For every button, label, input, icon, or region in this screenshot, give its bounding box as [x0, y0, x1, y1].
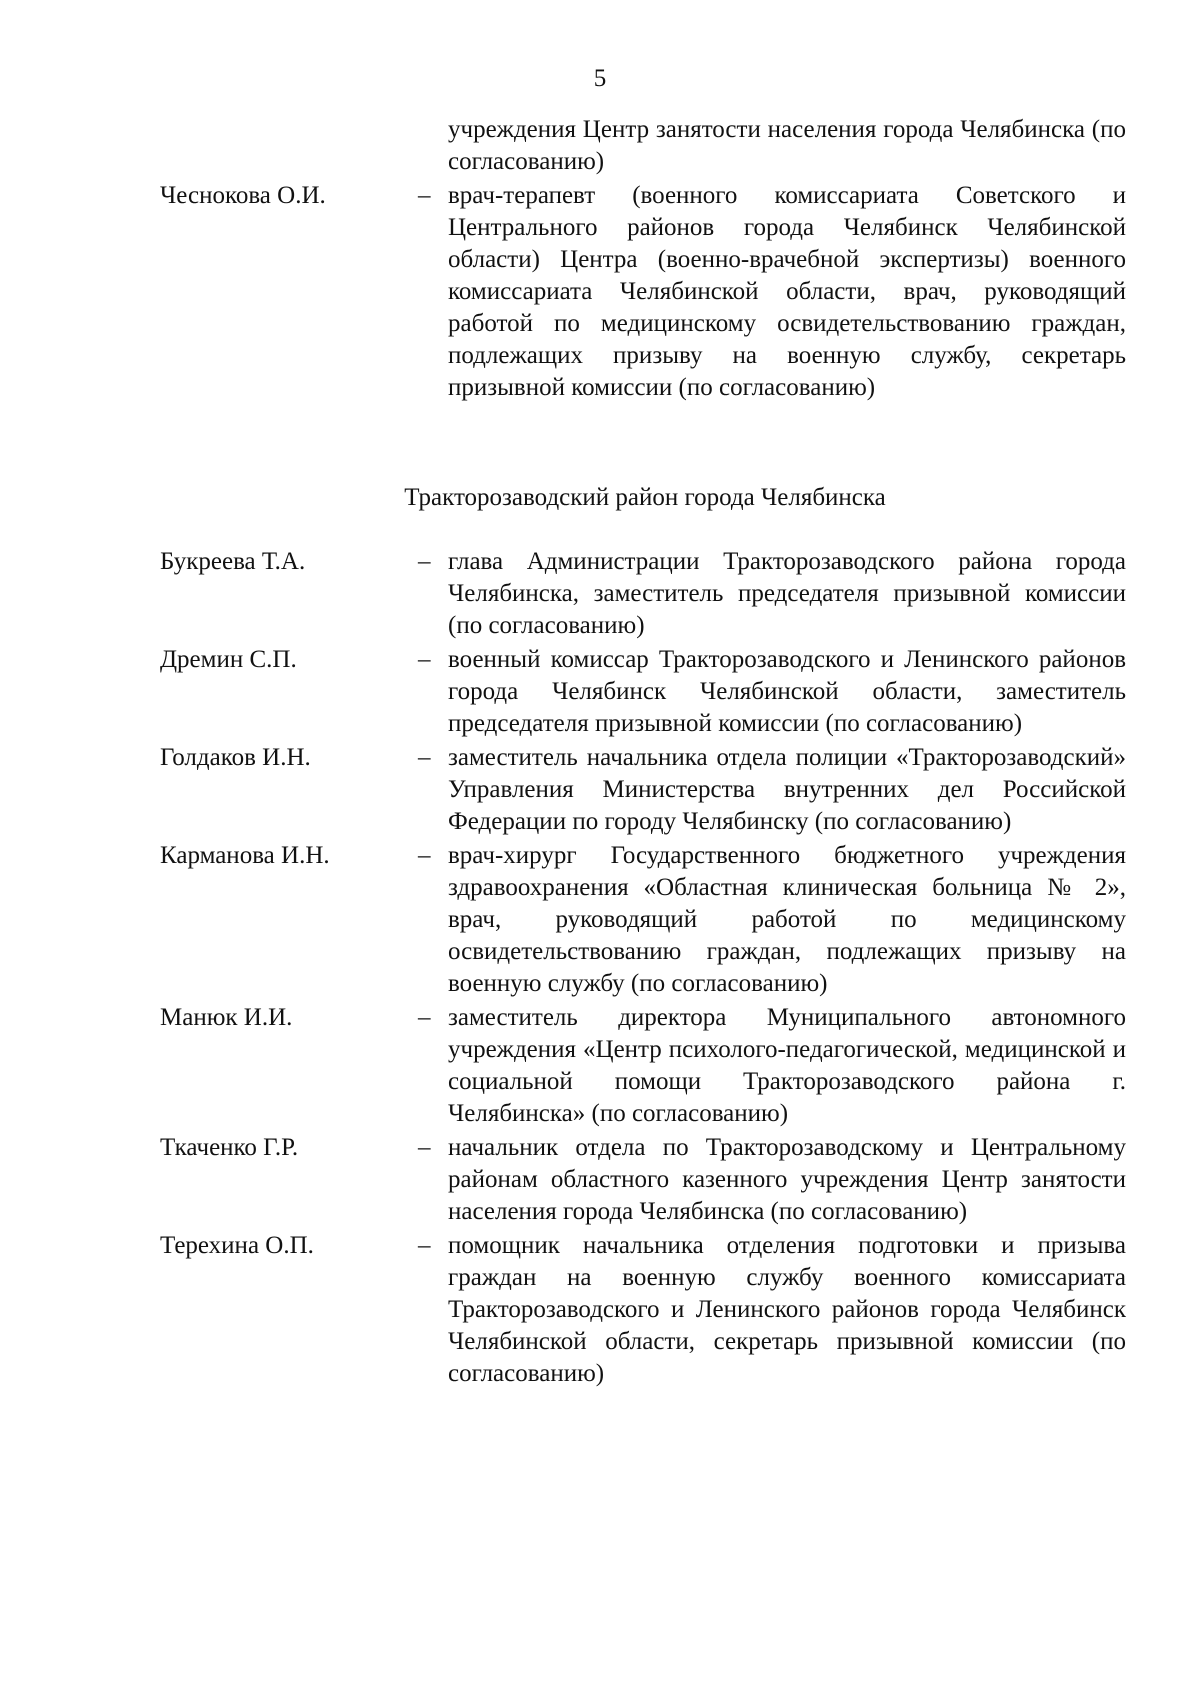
list-item	[160, 1002, 1126, 1130]
dash-separator: –	[418, 744, 431, 771]
dash-separator: –	[418, 1004, 431, 1031]
member-name: Букреева Т.А.	[160, 548, 306, 575]
list-item	[160, 840, 1126, 1000]
list-item	[160, 742, 1126, 838]
dash-separator: –	[418, 1232, 431, 1259]
member-description: помощник начальника отделения подготовки и призыва граждан на военную службу военного комиссариата Тракторозаводского и Ленинского районов города Челябинск Челябинской области, секретарь призывной комиссии (по согласованию)	[448, 1232, 1126, 1387]
section-entries	[160, 546, 1126, 1390]
page-number: 5	[593, 65, 607, 92]
member-description: глава Администрации Тракторозаводского района города Челябинска, заместитель председателя призывной комиссии (по согласованию)	[448, 548, 1126, 639]
member-name: Голдаков И.Н.	[160, 744, 311, 771]
list-item	[160, 1132, 1126, 1228]
dash-separator: –	[418, 1134, 431, 1161]
list-item	[160, 180, 1126, 404]
member-name: Ткаченко Г.Р.	[160, 1134, 299, 1161]
list-item	[160, 546, 1126, 642]
dash-separator: –	[418, 842, 431, 869]
dash-separator: –	[418, 548, 431, 575]
list-item	[160, 1230, 1126, 1390]
top-entries	[160, 114, 1126, 404]
member-name: Терехина О.П.	[160, 1232, 314, 1259]
dash-separator: –	[418, 182, 431, 209]
list-item	[160, 114, 1126, 178]
member-name: Карманова И.Н.	[160, 842, 330, 869]
member-name: Чеснокова О.И.	[160, 182, 326, 209]
member-description: начальник отдела по Тракторозаводскому и Центральному районам областного казенного учреждения Центр занятости населения города Челябинска (по согласованию)	[448, 1134, 1126, 1225]
member-description: заместитель начальника отдела полиции «Тракторозаводский» Управления Министерства внутренних дел Российской Федерации по городу Челябинску (по согласованию)	[448, 744, 1126, 835]
member-description: врач-хирург Государственного бюджетного учреждения здравоохранения «Областная клиническая больница № 2», врач, руководящий работой по медицинскому освидетельствованию граждан, подлежащих призыву на военную службу (по согласованию)	[448, 842, 1126, 997]
dash-separator: –	[418, 646, 431, 673]
member-description: заместитель директора Муниципального автономного учреждения «Центр психолого-педагогической, медицинской и социальной помощи Тракторозаводского района г. Челябинска» (по согласованию)	[448, 1004, 1126, 1127]
section-title: Тракторозаводский район города Челябинска	[404, 484, 886, 511]
list-item	[160, 644, 1126, 740]
member-description: врач-терапевт (военного комиссариата Советского и Центрального районов города Челябинск Челябинской области) Центра (военно-врачебной экспертизы) военного комиссариата Челябинской области, врач, руководящий работой по медицинскому освидетельствованию граждан, подлежащих призыву на военную службу, секретарь призывной комиссии (по согласованию)	[448, 182, 1126, 401]
member-name: Манюк И.И.	[160, 1004, 293, 1031]
member-name: Дремин С.П.	[160, 646, 297, 673]
member-description: военный комиссар Тракторозаводского и Ленинского районов города Челябинск Челябинской области, заместитель председателя призывной комиссии (по согласованию)	[448, 646, 1126, 737]
member-description: учреждения Центр занятости населения города Челябинска (по согласованию)	[448, 116, 1126, 175]
